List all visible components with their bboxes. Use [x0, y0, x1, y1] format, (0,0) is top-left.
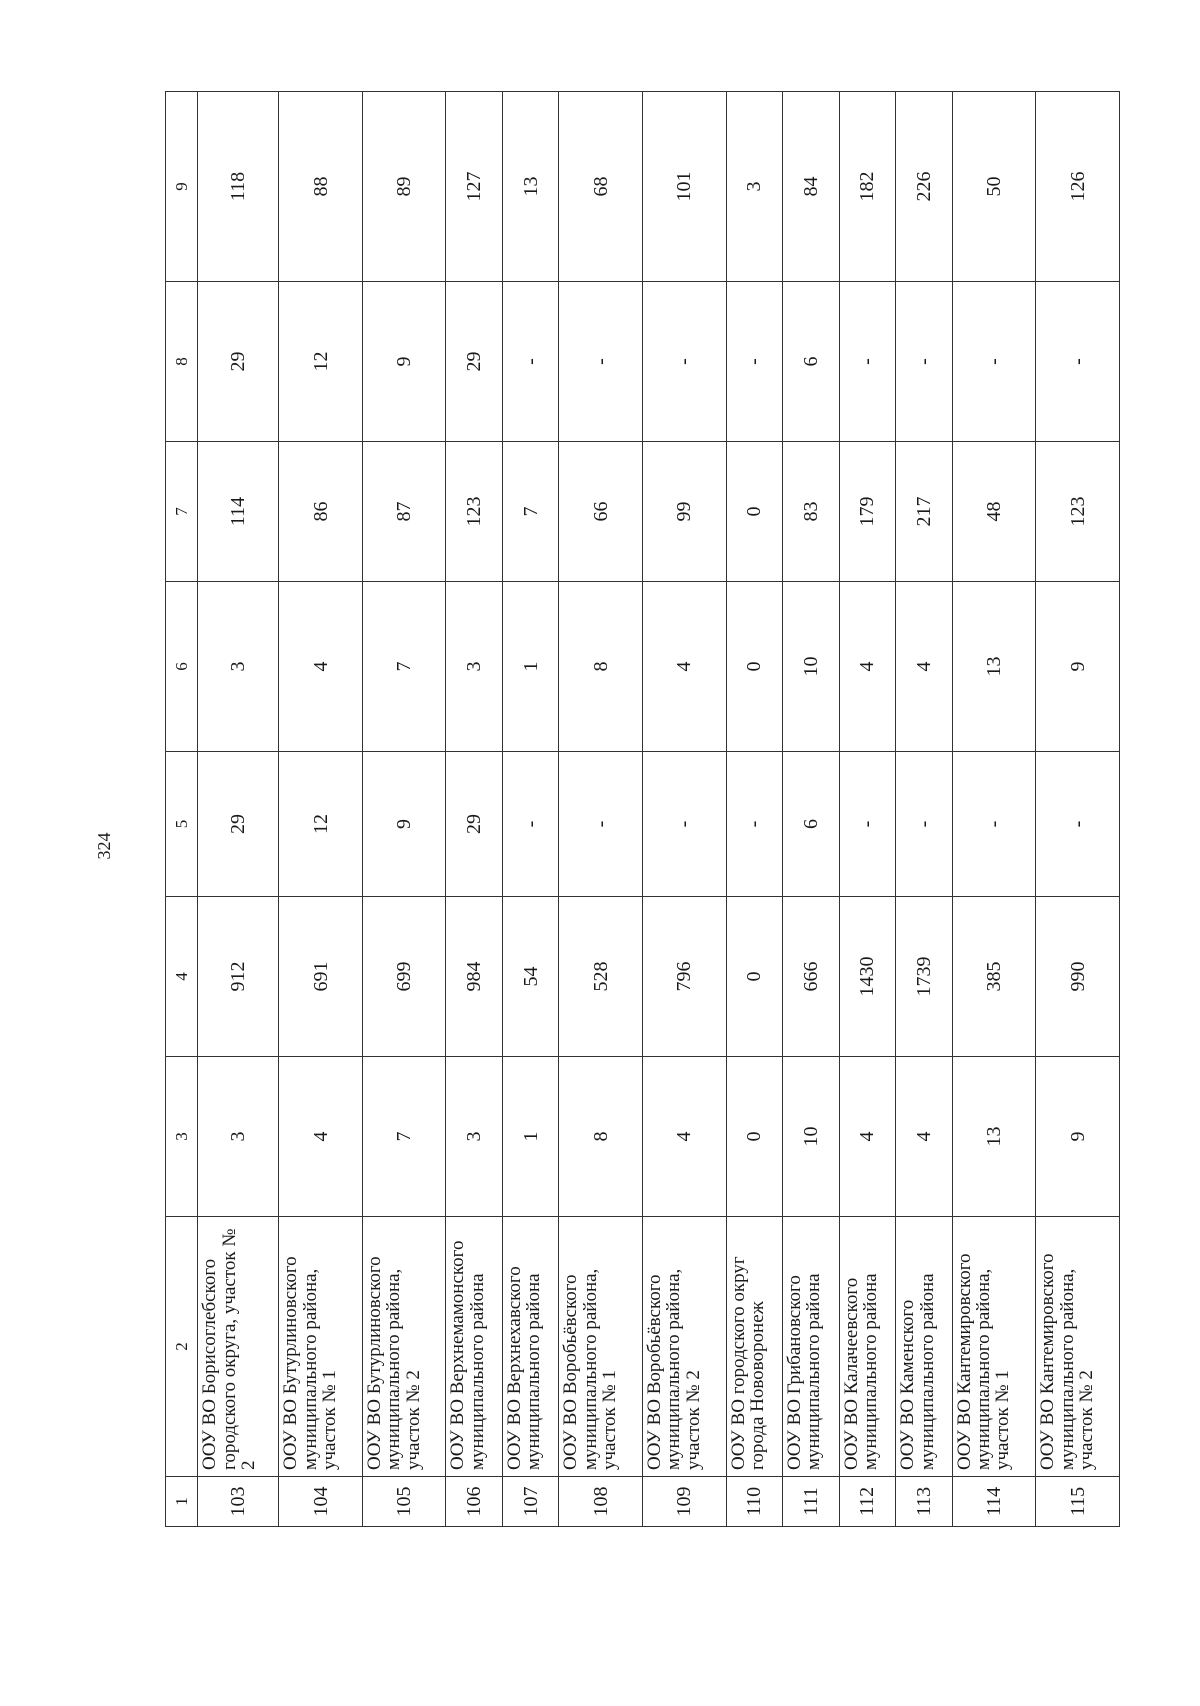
value-cell-c4: 1430 [839, 897, 896, 1057]
column-header: 8 [166, 282, 198, 442]
value-cell-c6: 9 [1036, 582, 1120, 752]
value-cell-c7: 7 [502, 442, 559, 582]
value-cell-c9: 84 [783, 92, 840, 282]
value-cell-c9: 127 [446, 92, 503, 282]
value-cell-c4: 1739 [896, 897, 953, 1057]
value-cell-c3: 4 [839, 1057, 896, 1217]
value-cell-c5: - [952, 752, 1036, 897]
value-cell-c6: 4 [643, 582, 727, 752]
table-row [643, 92, 727, 1527]
value-cell-c6: 3 [446, 582, 503, 752]
value-cell-c4: 912 [198, 897, 279, 1057]
organization-name-cell: ООУ ВО Верхнехавского муниципального района [502, 1217, 559, 1477]
table-row [783, 92, 840, 1527]
value-cell-c5: - [839, 752, 896, 897]
value-cell-c6: 3 [198, 582, 279, 752]
value-cell-c7: 123 [1036, 442, 1120, 582]
value-cell-c4: 528 [559, 897, 643, 1057]
value-cell-c4: 990 [1036, 897, 1120, 1057]
value-cell-c4: 984 [446, 897, 503, 1057]
column-header: 5 [166, 752, 198, 897]
value-cell-c8: 29 [198, 282, 279, 442]
value-cell-c3: 13 [952, 1057, 1036, 1217]
organization-name-cell: ООУ ВО Верхнемамонского муниципального района [446, 1217, 503, 1477]
value-cell-c7: 87 [362, 442, 446, 582]
value-cell-c3: 0 [726, 1057, 783, 1217]
value-cell-c6: 4 [279, 582, 363, 752]
value-cell-c5: 12 [279, 752, 363, 897]
value-cell-c3: 1 [502, 1057, 559, 1217]
table-row [279, 92, 363, 1527]
value-cell-c5: 29 [198, 752, 279, 897]
value-cell-c8: 12 [279, 282, 363, 442]
value-cell-c7: 83 [783, 442, 840, 582]
value-cell-c9: 13 [502, 92, 559, 282]
value-cell-c3: 7 [362, 1057, 446, 1217]
row-number-cell: 104 [279, 1477, 363, 1527]
value-cell-c7: 99 [643, 442, 727, 582]
organization-name-cell: ООУ ВО Калачеевского муниципального района [839, 1217, 896, 1477]
value-cell-c3: 8 [559, 1057, 643, 1217]
row-number-cell: 107 [502, 1477, 559, 1527]
organization-name-cell: ООУ ВО Воробьёвского муниципального района, участок № 1 [559, 1217, 643, 1477]
value-cell-c8: - [726, 282, 783, 442]
organization-name-cell: ООУ ВО городского округ города Нововоронеж [726, 1217, 783, 1477]
column-header: 9 [166, 92, 198, 282]
value-cell-c7: 217 [896, 442, 953, 582]
value-cell-c9: 126 [1036, 92, 1120, 282]
row-number-cell: 110 [726, 1477, 783, 1527]
value-cell-c8: 29 [446, 282, 503, 442]
value-cell-c4: 0 [726, 897, 783, 1057]
value-cell-c3: 4 [643, 1057, 727, 1217]
row-number-cell: 109 [643, 1477, 727, 1527]
value-cell-c5: - [643, 752, 727, 897]
column-header: 1 [166, 1477, 198, 1527]
organization-name-cell: ООУ ВО Бутурлиновского муниципального района, участок № 1 [279, 1217, 363, 1477]
organization-name-cell: ООУ ВО Кантемировского муниципального района, участок № 2 [1036, 1217, 1120, 1477]
organization-name-cell: ООУ ВО Грибановского муниципального района [783, 1217, 840, 1477]
table-header-row [166, 92, 198, 1527]
row-number-cell: 108 [559, 1477, 643, 1527]
value-cell-c7: 123 [446, 442, 503, 582]
value-cell-c7: 48 [952, 442, 1036, 582]
value-cell-c3: 3 [446, 1057, 503, 1217]
value-cell-c7: 86 [279, 442, 363, 582]
value-cell-c8: - [896, 282, 953, 442]
value-cell-c7: 114 [198, 442, 279, 582]
table-row [198, 92, 279, 1527]
value-cell-c4: 666 [783, 897, 840, 1057]
organization-name-cell: ООУ ВО Бутурлиновского муниципального района, участок № 2 [362, 1217, 446, 1477]
row-number-cell: 115 [1036, 1477, 1120, 1527]
value-cell-c9: 50 [952, 92, 1036, 282]
value-cell-c6: 10 [783, 582, 840, 752]
value-cell-c8: 6 [783, 282, 840, 442]
column-header: 4 [166, 897, 198, 1057]
value-cell-c5: - [1036, 752, 1120, 897]
value-cell-c9: 88 [279, 92, 363, 282]
data-table [165, 91, 1120, 1527]
value-cell-c9: 89 [362, 92, 446, 282]
value-cell-c4: 691 [279, 897, 363, 1057]
row-number-cell: 106 [446, 1477, 503, 1527]
value-cell-c9: 3 [726, 92, 783, 282]
table-row [839, 92, 896, 1527]
organization-name-cell: ООУ ВО Кантемировского муниципального района, участок № 1 [952, 1217, 1036, 1477]
value-cell-c6: 8 [559, 582, 643, 752]
value-cell-c4: 699 [362, 897, 446, 1057]
value-cell-c6: 7 [362, 582, 446, 752]
value-cell-c4: 385 [952, 897, 1036, 1057]
value-cell-c5: - [896, 752, 953, 897]
value-cell-c6: 4 [896, 582, 953, 752]
value-cell-c8: - [839, 282, 896, 442]
value-cell-c7: 179 [839, 442, 896, 582]
value-cell-c3: 4 [896, 1057, 953, 1217]
value-cell-c8: 9 [362, 282, 446, 442]
value-cell-c9: 68 [559, 92, 643, 282]
value-cell-c3: 4 [279, 1057, 363, 1217]
value-cell-c8: - [559, 282, 643, 442]
value-cell-c9: 182 [839, 92, 896, 282]
organization-name-cell: ООУ ВО Каменского муниципального района [896, 1217, 953, 1477]
column-header: 6 [166, 582, 198, 752]
value-cell-c3: 9 [1036, 1057, 1120, 1217]
table-container [165, 92, 1120, 1527]
value-cell-c4: 796 [643, 897, 727, 1057]
value-cell-c3: 10 [783, 1057, 840, 1217]
table-row [502, 92, 559, 1527]
value-cell-c5: - [726, 752, 783, 897]
organization-name-cell: ООУ ВО Борисоглебского городского округа, участок № 2 [198, 1217, 279, 1477]
table-row [559, 92, 643, 1527]
row-number-cell: 103 [198, 1477, 279, 1527]
value-cell-c6: 4 [839, 582, 896, 752]
column-header: 7 [166, 442, 198, 582]
value-cell-c8: - [952, 282, 1036, 442]
organization-name-cell: ООУ ВО Воробьёвского муниципального района, участок № 2 [643, 1217, 727, 1477]
value-cell-c8: - [502, 282, 559, 442]
table-row [952, 92, 1036, 1527]
value-cell-c5: - [502, 752, 559, 897]
row-number-cell: 105 [362, 1477, 446, 1527]
table-row [1036, 92, 1120, 1527]
row-number-cell: 114 [952, 1477, 1036, 1527]
page-number: 324 [94, 832, 114, 860]
row-number-cell: 111 [783, 1477, 840, 1527]
row-number-cell: 113 [896, 1477, 953, 1527]
value-cell-c9: 101 [643, 92, 727, 282]
value-cell-c7: 0 [726, 442, 783, 582]
value-cell-c9: 226 [896, 92, 953, 282]
value-cell-c3: 3 [198, 1057, 279, 1217]
table-row [446, 92, 503, 1527]
value-cell-c5: - [559, 752, 643, 897]
value-cell-c5: 6 [783, 752, 840, 897]
table-row [362, 92, 446, 1527]
table-row [896, 92, 953, 1527]
column-header: 2 [166, 1217, 198, 1477]
value-cell-c6: 1 [502, 582, 559, 752]
value-cell-c9: 118 [198, 92, 279, 282]
table-row [726, 92, 783, 1527]
value-cell-c5: 29 [446, 752, 503, 897]
value-cell-c6: 13 [952, 582, 1036, 752]
column-header: 3 [166, 1057, 198, 1217]
value-cell-c5: 9 [362, 752, 446, 897]
value-cell-c7: 66 [559, 442, 643, 582]
row-number-cell: 112 [839, 1477, 896, 1527]
value-cell-c4: 54 [502, 897, 559, 1057]
value-cell-c8: - [1036, 282, 1120, 442]
value-cell-c8: - [643, 282, 727, 442]
value-cell-c6: 0 [726, 582, 783, 752]
